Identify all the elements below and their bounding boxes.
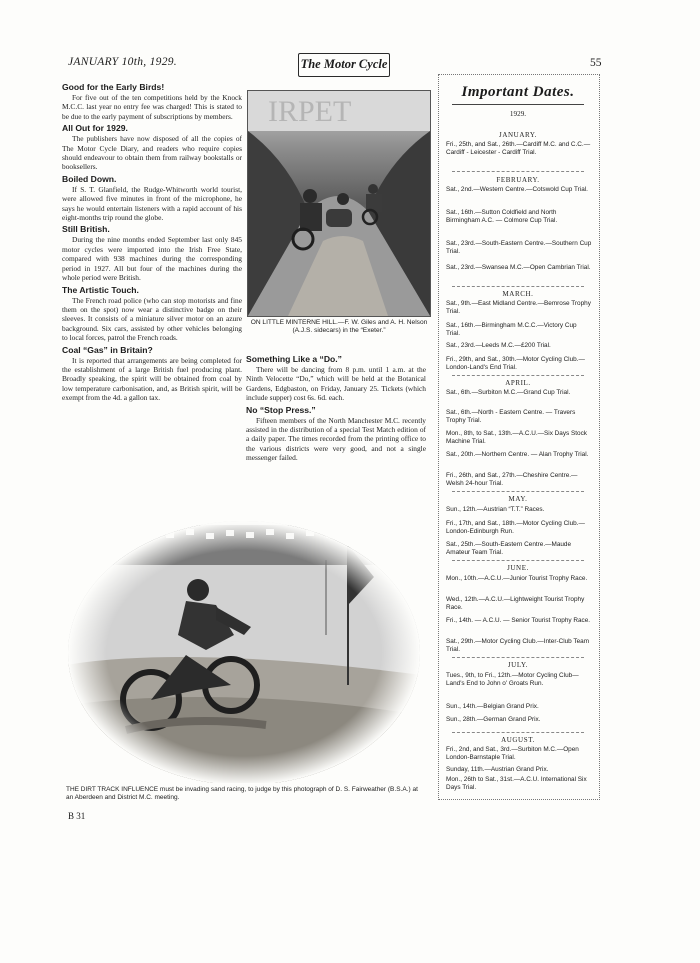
article-no-stop-press <box>246 405 426 463</box>
month-heading: AUGUST. <box>501 736 535 744</box>
article-heading: Something Like a “Do.” <box>246 354 342 364</box>
date-entry: Sat., 23rd.—Leeds M.C.—£200 Trial. <box>446 342 551 349</box>
date-entry: Fri., 17th, and Sat., 18th.—Motor Cycling Club.—London-Edinburgh Run. <box>446 520 585 536</box>
date-entry: Fri., 29th, and Sat., 30th.—Motor Cycling Club.—London-Land's End Trial. <box>446 356 585 372</box>
date-entry: Sat., 29th.—Motor Cycling Club.—Inter-Club Team Trial. <box>446 638 590 654</box>
date-entry: Sat., 23rd.—Swansea M.C.—Open Cambrian Trial. <box>446 264 591 271</box>
article-boiled-down <box>62 174 242 223</box>
date-entry: Sat., 6th.—Surbiton M.C.—Grand Cup Trial. <box>446 389 571 396</box>
article-body: It is reported that arrangements are being completed for the establishment of a large British fuel producing plant. Broadly speaking, the spirit will be obtained from coal by low temperature carbonisation, and, as British spirit, will be exempt from the 4d. a gallon tax. <box>62 355 242 403</box>
date-entry: Sat., 20th.—Northern Centre. — Alan Trophy Trial. <box>446 451 589 458</box>
article-body: If S. T. Glanfield, the Rudge-Whitworth world tourist, were allowed five minutes in front of the microphone, he says he would entertain listeners with a rapid account of his eight-months trip round the globe. <box>62 184 242 223</box>
page-number: 55 <box>590 57 602 69</box>
article-heading: The Artistic Touch. <box>62 284 139 295</box>
date-entry: Sun., 14th.—Belgian Grand Prix. <box>446 703 539 710</box>
month-heading: JUNE. <box>507 564 529 572</box>
article-body: There will be dancing from 8 p.m. until 1 a.m. at the Ninth Velocette “Do,” which will be held at the Botanical Gardens, Edgbaston, on Friday, January 25. Tickets (which include supper) cost 6s. 6d. each. <box>246 365 426 403</box>
month-heading: MARCH. <box>502 290 534 298</box>
month-heading: MAY. <box>508 495 528 503</box>
important-dates-title: Important Dates. <box>461 84 575 100</box>
divider <box>452 375 584 376</box>
photo-caption-dirt-track: THE DIRT TRACK INFLUENCE must be invading sand racing, to judge by this photograph of D. S. Fairweather (B.S.A.) at an Aberdeen and District M.C. meeting. <box>66 786 418 801</box>
photo-dirt-track <box>66 515 422 783</box>
article-heading: No “Stop Press.” <box>246 404 316 415</box>
date-entry: Sun., 12th.—Austrian “T.T.” Races. <box>446 506 545 513</box>
divider <box>452 171 584 172</box>
article-body: The French road police (who can stop motorists and fine them on the spot) now wear a distinctive badge on their sleeves. It consists of a miniature silver motor on an azure background. Six cars, assisted by other vehicles belonging to local forces, patrol the French roads. <box>62 295 242 343</box>
middle-column <box>246 352 426 464</box>
article-body: During the nine months ended September last only 845 motor cycles were imported into the Irish Free State, compared with 938 machines during the corresponding period in 1927. All but four of the machines during the whole period were British. <box>62 235 242 283</box>
date-entry: Tues., 9th, to Fri., 12th.—Motor Cycling Club—Land's End to John o' Groats Run. <box>446 672 579 688</box>
article-heading: Good for the Early Birds! <box>62 82 165 92</box>
month-heading: JULY. <box>507 661 529 669</box>
article-body: For five out of the ten competitions held by the Knock M.C.C. last year no entry fee was charged! This is stated to be due to the early payment of subscriptions by members. <box>62 93 242 121</box>
date-entry: Wed., 12th.—A.C.U.—Lightweight Tourist Trophy Race. <box>446 596 585 612</box>
article-heading: All Out for 1929. <box>62 123 128 134</box>
date-entry: Fri., 2nd, and Sat., 3rd.—Surbiton M.C.—Open London-Barnstaple Trial. <box>446 746 579 762</box>
photo-minterne-hill <box>247 90 431 317</box>
month-heading: APRIL. <box>505 379 531 387</box>
date-entry: Mon., 26th to Sat., 31st.—A.C.U. International Six Days Trial. <box>446 776 587 792</box>
divider <box>452 491 584 492</box>
article-early-birds <box>62 82 242 121</box>
issue-date: JANUARY 10th, 1929. <box>68 56 177 68</box>
left-column <box>62 80 242 404</box>
svg-text:IRPET: IRPET <box>268 95 352 128</box>
dates-year: 1929. <box>509 110 527 118</box>
month-heading: FEBRUARY. <box>496 176 540 184</box>
date-entry: Sat., 2nd.—Western Centre.—Cotswold Cup Trial. <box>446 186 588 193</box>
article-heading: Coal “Gas” in Britain? <box>62 344 153 355</box>
date-entry: Mon., 8th, to Sat., 13th.—A.C.U.—Six Days Stock Machine Trial. <box>446 430 588 446</box>
article-still-british <box>62 224 242 282</box>
title-rule <box>452 104 584 105</box>
photo-caption-minterne: ON LITTLE MINTERNE HILL.—F. W. Giles and A. H. Nelson (A.J.S. sidecars) in the “Exeter.” <box>250 319 428 334</box>
date-entry: Sat., 16th.—Birmingham M.C.C.—Victory Cup Trial. <box>446 322 577 338</box>
divider <box>452 560 584 561</box>
article-all-out <box>62 123 242 172</box>
divider <box>452 286 584 287</box>
date-entry: Sat., 16th.—Sutton Coldfield and North Birmingham A.C. — Colmore Cup Trial. <box>446 209 558 225</box>
divider <box>452 732 584 733</box>
date-entry: Mon., 10th.—A.C.U.—Junior Tourist Trophy Race. <box>446 575 588 582</box>
date-entry: Sun., 28th.—German Grand Prix. <box>446 716 541 723</box>
date-entry: Sat., 23rd.—South-Eastern Centre.—Southern Cup Trial. <box>446 240 592 256</box>
date-entry: Sat., 9th.—East Midland Centre.—Bemrose Trophy Trial. <box>446 300 591 316</box>
masthead-logo: The Motor Cycle <box>298 53 390 77</box>
date-entry: Fri., 25th, and Sat., 26th.—Cardiff M.C. and C.C.—Cardiff - Leicester - Cardiff Trial. <box>446 141 591 157</box>
date-entry: Fri., 14th. — A.C.U. — Senior Tourist Trophy Race. <box>446 617 591 624</box>
month-heading: JANUARY. <box>499 131 537 139</box>
divider <box>452 657 584 658</box>
article-artistic-touch <box>62 285 242 343</box>
article-heading: Boiled Down. <box>62 173 117 184</box>
article-body: Fifteen members of the North Manchester M.C. recently assisted in the distribution of a special Test Match edition of a daily paper. The times recorded from the printing office to the various districts were very good, and not a single messenger failed. <box>246 415 426 463</box>
date-entry: Sunday, 11th.—Austrian Grand Prix. <box>446 766 549 773</box>
article-body: The publishers have now disposed of all the copies of The Motor Cycle Diary, and readers who require copies should endeavour to obtain them from railway bookstalls or booksellers. <box>62 134 242 172</box>
article-something-like-a-do <box>246 354 426 403</box>
page-code: B 31 <box>68 811 86 821</box>
date-entry: Sat., 6th.—North - Eastern Centre. — Travers Trophy Trial. <box>446 409 576 425</box>
date-entry: Fri., 26th, and Sat., 27th.—Cheshire Centre.—Welsh 24-hour Trial. <box>446 472 578 488</box>
article-heading: Still British. <box>62 224 110 235</box>
article-coal-gas <box>62 345 242 403</box>
date-entry: Sat., 25th.—South-Eastern Centre.—Maude Amateur Team Trial. <box>446 541 572 557</box>
